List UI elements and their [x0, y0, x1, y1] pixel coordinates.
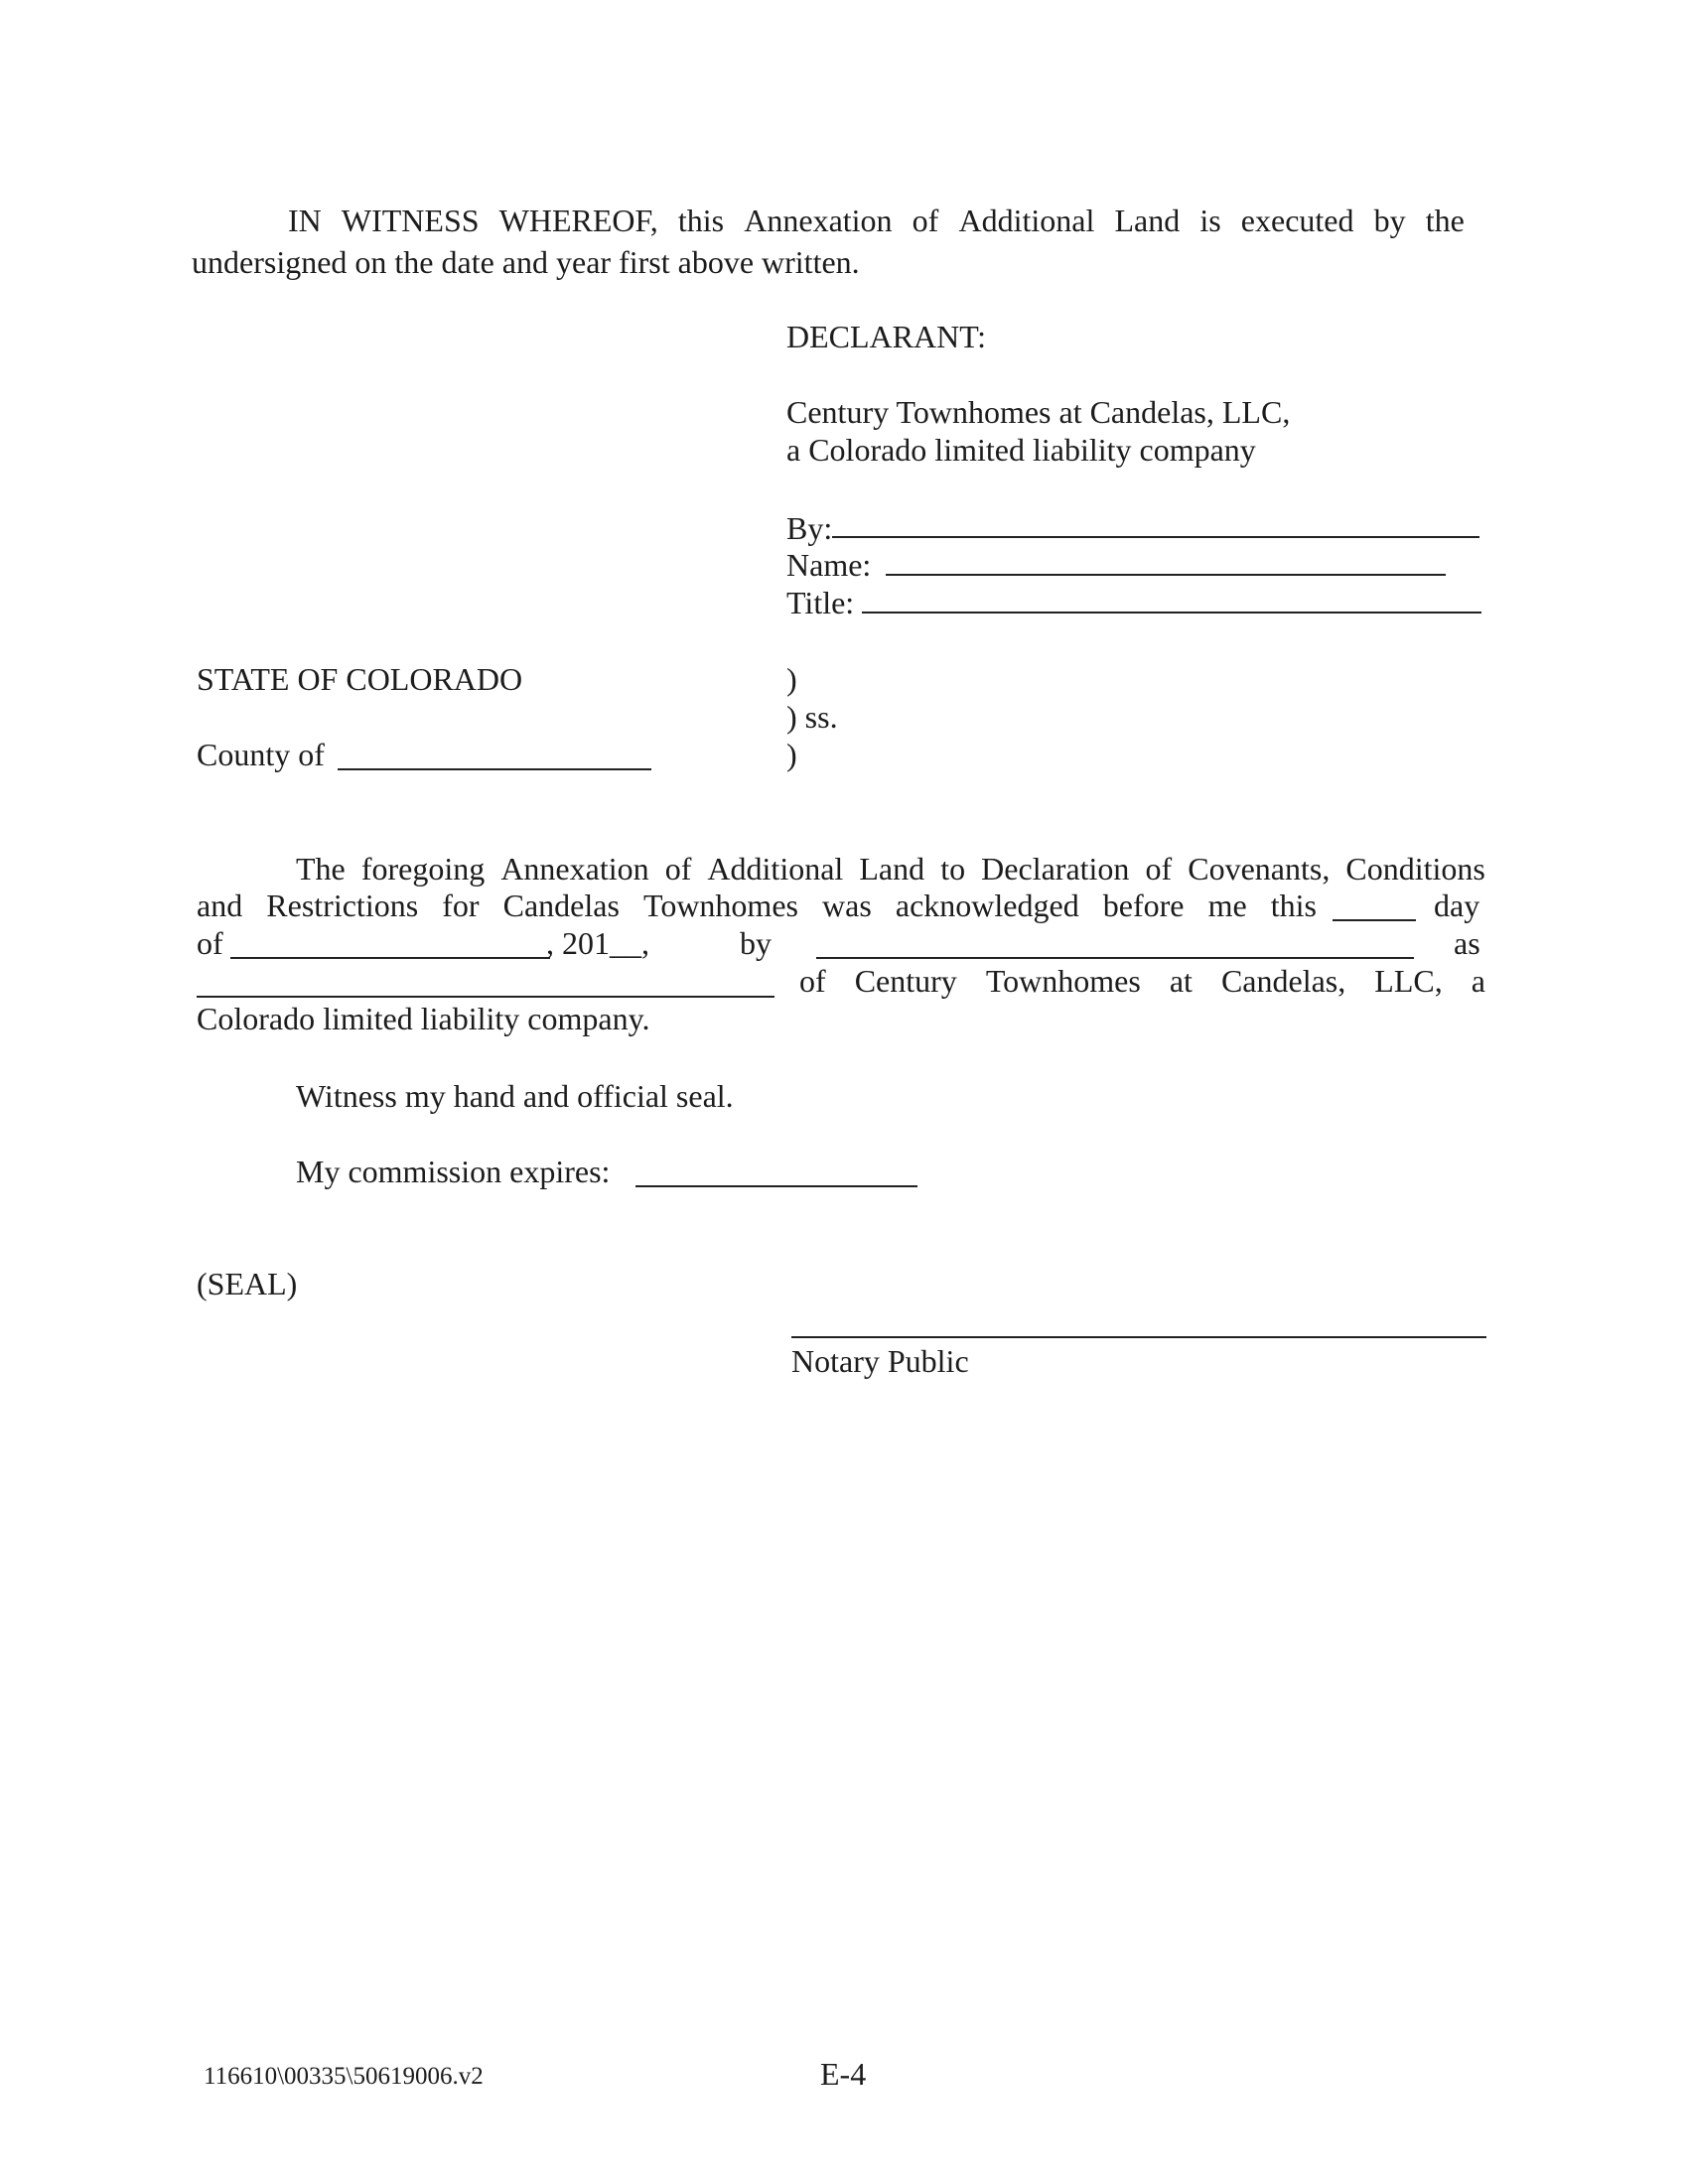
word: Annexation	[500, 851, 649, 887]
notary-public-label: Notary Public	[791, 1343, 969, 1379]
notary-signature-line[interactable]	[791, 1336, 1486, 1338]
word: The	[296, 851, 346, 887]
word: Covenants,	[1188, 851, 1331, 887]
word: a	[1471, 963, 1485, 999]
word: Townhomes	[985, 963, 1141, 999]
witness-paragraph-line-1	[288, 202, 1465, 239]
witness-paragraph-line-2: undersigned on the date and year first above written.	[192, 244, 860, 280]
word: LLC,	[1374, 963, 1443, 999]
month-blank-line[interactable]	[230, 957, 550, 959]
word: of	[912, 203, 939, 238]
day-word: day	[1434, 887, 1480, 923]
name-label: Name:	[786, 547, 872, 583]
word: this	[1270, 887, 1317, 923]
word: by	[1373, 203, 1406, 238]
word: Additional	[958, 203, 1095, 238]
word: WHEREOF,	[498, 203, 658, 238]
word: Declaration	[981, 851, 1130, 887]
word: Candelas	[502, 887, 620, 923]
declarant-company: Century Townhomes at Candelas, LLC,	[786, 394, 1291, 430]
word: of	[664, 851, 692, 887]
word: is	[1199, 203, 1221, 238]
word: the	[1425, 203, 1465, 238]
word: Townhomes	[643, 887, 798, 923]
day-blank-line[interactable]	[1333, 919, 1416, 921]
page-number: E-4	[820, 2056, 867, 2092]
word: Candelas,	[1220, 963, 1346, 999]
signer-name-blank-line[interactable]	[816, 957, 1414, 959]
name-signature-line[interactable]	[886, 574, 1446, 576]
declarant-company-type: a Colorado limited liability company	[786, 432, 1256, 468]
word: Century	[854, 963, 957, 999]
word: me	[1207, 887, 1247, 923]
word: Land	[859, 851, 925, 887]
word: to	[940, 851, 966, 887]
state-of-colorado: STATE OF COLORADO	[197, 661, 523, 697]
as-word: as	[1454, 925, 1480, 961]
word: this	[677, 203, 725, 238]
word: Conditions	[1345, 851, 1485, 887]
word: was	[822, 887, 872, 923]
acknowledgment-line-2	[197, 887, 1317, 924]
acknowledgment-line-4	[799, 962, 1485, 1000]
county-blank-line[interactable]	[338, 768, 651, 770]
declarant-heading: DECLARANT:	[786, 319, 987, 354]
by-signature-line[interactable]	[832, 536, 1479, 538]
by-word: by	[740, 925, 772, 961]
word: at	[1169, 963, 1193, 999]
title-signature-line[interactable]	[862, 612, 1481, 614]
word: and	[197, 887, 243, 923]
word: of	[799, 963, 826, 999]
word: IN	[288, 203, 322, 238]
year-text: , 201__,	[546, 925, 649, 961]
venue-paren-1: )	[786, 661, 797, 697]
word: Land	[1114, 203, 1181, 238]
of-word: of	[197, 925, 223, 961]
word: for	[442, 887, 480, 923]
word: executed	[1240, 203, 1354, 238]
signer-title-blank-line[interactable]	[197, 996, 774, 998]
word: acknowledged	[895, 887, 1079, 923]
acknowledgment-line-5: Colorado limited liability company.	[197, 1001, 650, 1036]
seal-label: (SEAL)	[197, 1266, 298, 1301]
word: of	[1145, 851, 1173, 887]
commission-expires-label: My commission expires:	[296, 1154, 611, 1189]
county-label: County of	[197, 737, 325, 772]
venue-paren-ss: ) ss.	[786, 699, 838, 735]
by-label: By:	[786, 510, 833, 546]
document-id: 116610\00335\50619006.v2	[204, 2063, 484, 2090]
title-label: Title:	[786, 585, 855, 620]
word: Annexation	[744, 203, 893, 238]
word: before	[1102, 887, 1185, 923]
venue-paren-3: )	[786, 737, 797, 772]
commission-date-line[interactable]	[635, 1185, 917, 1187]
witness-hand-seal: Witness my hand and official seal.	[296, 1078, 734, 1114]
word: Additional	[707, 851, 844, 887]
word: Restrictions	[266, 887, 419, 923]
word: foregoing	[360, 851, 486, 887]
word: WITNESS	[341, 203, 480, 238]
acknowledgment-line-1	[296, 850, 1485, 887]
